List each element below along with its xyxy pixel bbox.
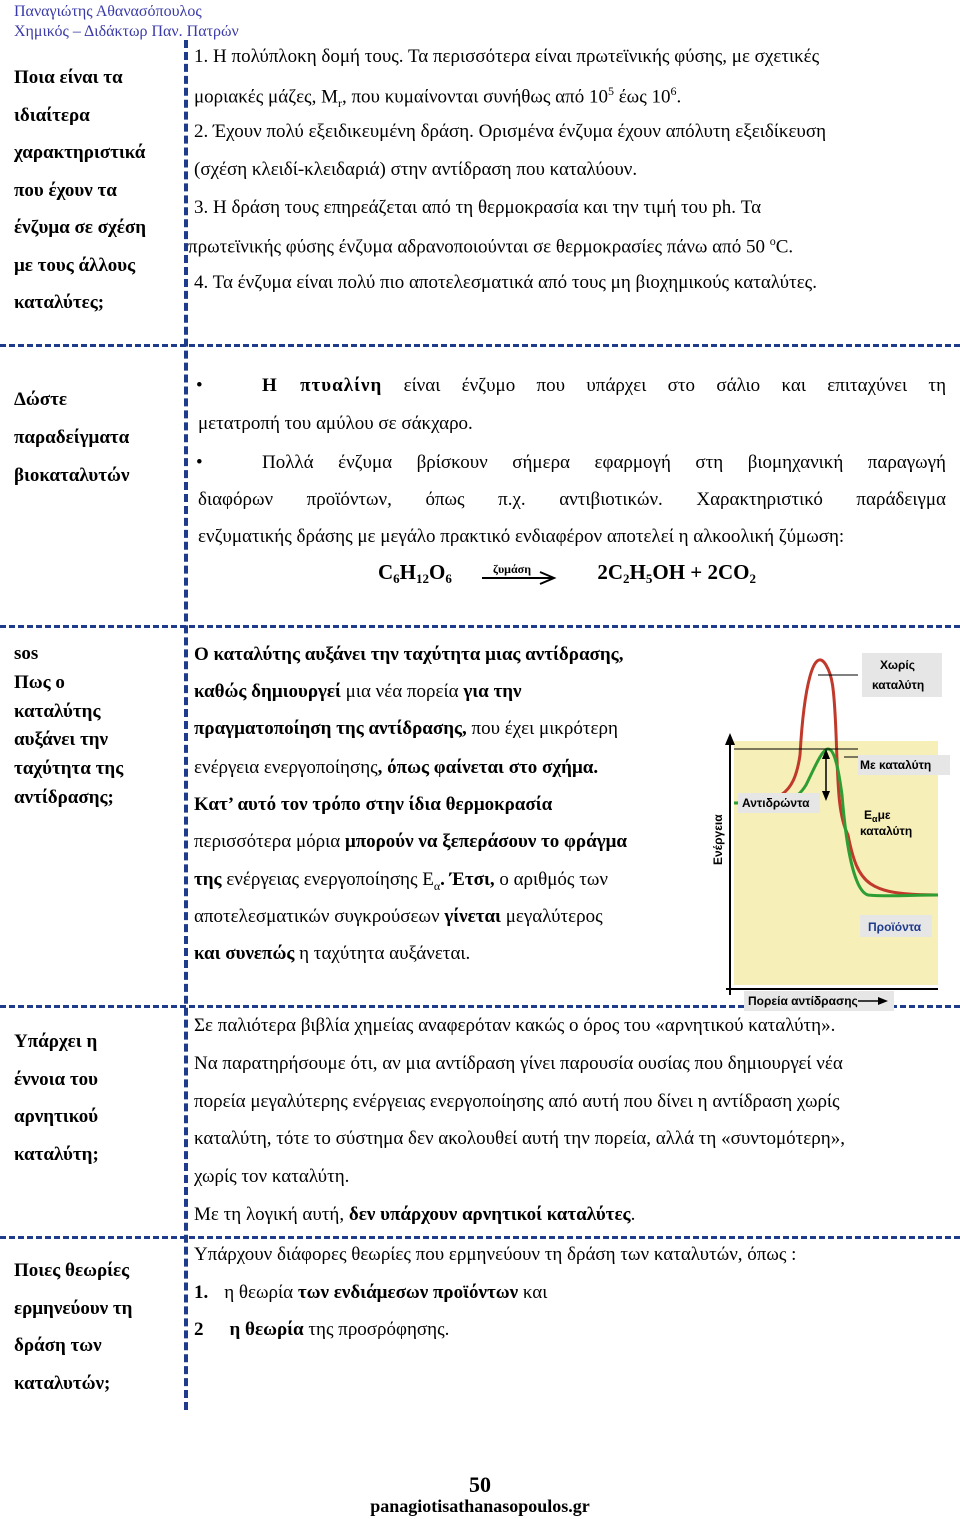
row-divider (0, 625, 960, 628)
footer-website: panagiotisathanasopoulos.gr (370, 1496, 590, 1516)
question-line: καταλύτη; (14, 1143, 99, 1165)
text-run: η θεωρία (224, 1282, 298, 1303)
answer-line: χωρίς τον καταλύτη. (194, 1166, 350, 1187)
answer-line: 2. Έχουν πολύ εξειδικευμένη δράση. Ορισμένα ένζυμα έχουν απόλυτη εξειδίκευση (194, 121, 827, 142)
text-run: . Έτσι, (440, 869, 495, 890)
answer-line (194, 906, 603, 928)
text-run: Ο καταλύτης αυξάνει την ταχύτητα μιας αντίδρασης, (194, 644, 624, 665)
answer-line: Σε παλιότερα βιβλία χημείας αναφερόταν κακώς ο όρος του «αρνητικού καταλύτη». (194, 1015, 836, 1036)
text-run: μπορούν να ξεπεράσουν το φράγμα (344, 831, 627, 852)
question-line: Υπάρχει η (14, 1031, 98, 1052)
text-run: έως 10 (613, 86, 671, 108)
subscript: α (433, 878, 441, 893)
answer-line: μετατροπή του αμύλου σε σάκχαρο. (198, 413, 473, 434)
answer-line: (σχέση κλειδί-κλειδαριά) στην αντίδραση που καταλύουν. (194, 159, 638, 180)
answer-line: πορεία μεγαλύτερης ενέργειας ενεργοποίησης από αυτή που δίνει η αντίδραση χωρίς (194, 1091, 840, 1112)
bullet-item (198, 375, 946, 397)
question-line: καταλύτης (14, 700, 101, 722)
subscript: r (337, 96, 342, 111)
text-run: δεν υπάρχουν αρνητικοί καταλύτες (348, 1204, 631, 1225)
superscript: o (769, 234, 776, 248)
bullet-text (198, 375, 946, 397)
page-number: 50 (469, 1472, 491, 1497)
text-run: η θεωρία (229, 1319, 304, 1340)
diagram-background (734, 741, 938, 985)
question-line: Πως ο (14, 671, 65, 693)
text-run: αποτελεσματικών συγκρούσεων (194, 906, 445, 927)
answer-line (194, 718, 618, 740)
question-catalyst-theories (14, 1252, 182, 1402)
text-run: , όπως φαίνεται στο σχήμα. (377, 757, 599, 778)
enzyme-name: Η πτυαλίνη (262, 375, 383, 396)
label-reactants: Αντιδρώντα (742, 796, 810, 810)
question-line: καταλύτες; (14, 292, 105, 313)
text-run: μια νέα πορεία (340, 681, 464, 702)
arrow-label: ζυμάση (493, 562, 532, 576)
text-run: της (194, 869, 222, 890)
text-run: μοριακές μάζες, M (194, 86, 338, 108)
question-line: αρνητικού (14, 1106, 99, 1127)
question-line: που έχουν τα (14, 179, 117, 201)
label-progress: Πορεία αντίδρασης (748, 994, 858, 1008)
energy-profile-diagram (708, 645, 952, 1017)
answer-line (194, 84, 681, 111)
text-run: 2C (597, 560, 624, 584)
answer-line (194, 831, 627, 853)
text-run: είναι ένζυμο που υπάρχει στο σάλιο και επιταχύνει τη (403, 375, 946, 396)
text-run: , που κυμαίνονται συνήθως από 10 (341, 86, 608, 108)
answer-line (194, 1204, 635, 1226)
text-run: πρωτεϊνικής φύσης ένζυμα αδρανοποιούνται σε θερμοκρασίες πάνω από 50 (188, 236, 765, 258)
question-line: δράση των (14, 1335, 102, 1356)
answer-line (194, 681, 522, 703)
question-line: αντίδρασης; (14, 786, 114, 808)
answer-line (194, 644, 623, 666)
answer-line: 3. Η δράση τους επηρεάζεται από τη θερμοκρασία και την τιμή του ph. Τα (194, 197, 762, 218)
text-run: ενέργειας ενεργοποίησης E (221, 869, 434, 890)
question-line: Ποια είναι τα (14, 67, 123, 88)
text-run: με (877, 808, 891, 822)
text-run: ενέργεια ενεργοποίησης (194, 757, 378, 778)
question-line: ιδιαίτερα (14, 104, 90, 126)
subscript: 5 (645, 571, 653, 586)
page-header (14, 2, 239, 42)
bullet-item (198, 452, 946, 474)
theory-list-item (194, 1282, 547, 1304)
list-number: 2 (194, 1319, 204, 1340)
label-ea (864, 808, 891, 824)
author-name: Παναγιώτης Αθανασόπουλος (14, 3, 202, 20)
question-negative-catalyst (14, 1023, 182, 1173)
text-run: . (676, 86, 682, 108)
answer-line: διαφόρων προϊόντων, όπως π.χ. αντιβιοτικών. Χαρακτηριστικό παράδειγμα (198, 489, 946, 510)
question-biocatalyst-examples (14, 381, 182, 495)
question-line: παραδείγματα (14, 427, 130, 448)
label-energy: Ενέργεια (711, 814, 725, 865)
author-role: Χημικός – Διδάκτωρ Παν. Πατρών (14, 23, 239, 40)
superscript: 6 (670, 84, 677, 98)
text-run: . (630, 1204, 636, 1225)
label-no-catalyst: καταλύτη (872, 678, 925, 692)
text-run: για την (463, 681, 522, 702)
answer-line (194, 794, 552, 816)
subscript: 2 (623, 571, 630, 586)
row-divider (0, 344, 960, 347)
text-run: ο αριθμός των (494, 869, 608, 890)
question-line: ταχύτητα της (14, 758, 124, 780)
question-line: sos (14, 643, 39, 664)
question-line: ερμηνεύουν τη (14, 1297, 133, 1319)
subscript: 6 (393, 571, 400, 586)
text-run: και (518, 1282, 548, 1303)
text-run: OH + 2CO (652, 560, 750, 584)
label-no-catalyst: Χωρίς (880, 658, 915, 672)
text-run: H (629, 560, 646, 584)
subscript: 12 (416, 571, 430, 586)
text-run: που έχει μικρότερη (466, 718, 618, 739)
question-line: ένζυμα σε σχέση (14, 217, 146, 238)
answer-line: 4. Τα ένζυμα είναι πολύ πιο αποτελεσματικά από τους μη βιοχημικούς καταλύτες. (194, 272, 817, 293)
label-ea: καταλύτη (860, 824, 913, 838)
text-run: της προσρόφησης. (303, 1319, 450, 1340)
text-run: πραγματοποίηση της αντίδρασης, (194, 718, 467, 739)
answer-line (188, 234, 793, 258)
text-run: και συνεπώς (194, 943, 295, 964)
label-products: Προϊόντα (868, 920, 922, 934)
answer-line: Να παρατηρήσουμε ότι, αν μια αντίδραση γίνει παρουσία ουσίας που δημιουργεί νέα (194, 1053, 843, 1074)
row-divider (0, 1236, 960, 1239)
question-line: Δώστε (14, 389, 68, 410)
question-line: αυξάνει την (14, 729, 109, 751)
label-with-catalyst: Με καταλύτη (860, 758, 932, 772)
subscript: 6 (445, 571, 452, 586)
answer-line (194, 869, 608, 894)
text-run: H (399, 560, 417, 584)
subscript: 2 (749, 571, 757, 586)
text-run: C. (775, 236, 794, 258)
question-line: έννοια του (14, 1068, 98, 1090)
answer-line: Υπάρχουν διάφορες θεωρίες που ερμηνεύουν τη δράση των καταλυτών, όπως : (194, 1244, 797, 1265)
text-run: περισσότερα μόρια (194, 831, 345, 852)
fermentation-equation (378, 560, 756, 587)
axis-arrow-icon (725, 733, 735, 745)
bullet-text: • Πολλά ένζυμα βρίσκουν σήμερα εφαρμογή στη βιομηχανική παραγωγή (262, 452, 946, 473)
question-line: καταλυτών; (14, 1372, 111, 1394)
text-run: μεγαλύτερος (500, 906, 603, 927)
question-line: βιοκαταλυτών (14, 465, 130, 486)
answer-line (194, 757, 598, 779)
reaction-arrow-icon (480, 570, 560, 590)
answer-line: καταλύτη, τότε το σύστημα δεν ακολουθεί αυτή την πορεία, αλλά τη «συντομότερη», (194, 1128, 845, 1149)
text-run: E (864, 808, 873, 822)
text-run: Με τη λογική αυτή, (194, 1204, 349, 1225)
subscript: α (872, 814, 878, 824)
answer-line: 1. Η πολύπλοκη δομή τους. Τα περισσότερα είναι πρωτεϊνικής φύσης, με σχετικές (194, 46, 820, 67)
answer-line: ενζυματικής δράσης με μεγάλο πρακτικό ενδιαφέρον αποτελεί η αλκοολική ζύμωση: (198, 526, 845, 547)
text-run: των ενδιάμεσων προϊόντων (297, 1282, 519, 1303)
theory-list-item (194, 1319, 449, 1341)
question-enzyme-features (14, 59, 182, 322)
question-line: με τους άλλους (14, 254, 136, 276)
superscript: 5 (607, 84, 614, 98)
text-run: Κατ’ αυτό τον τρόπο στην ίδια θερμοκρασία (194, 794, 553, 815)
text-run: καθώς δημιουργεί (194, 681, 341, 702)
answer-line (194, 943, 470, 965)
text-run: C (378, 560, 394, 584)
text-run: O (429, 560, 446, 584)
question-how-catalyst-works (14, 640, 182, 813)
question-line: χαρακτηριστικά (14, 142, 146, 163)
list-number: 1. (194, 1282, 209, 1303)
text-run: η ταχύτητα αυξάνεται. (294, 943, 471, 964)
question-line: Ποιες θεωρίες (14, 1260, 130, 1281)
text-run: γίνεται (444, 906, 501, 927)
